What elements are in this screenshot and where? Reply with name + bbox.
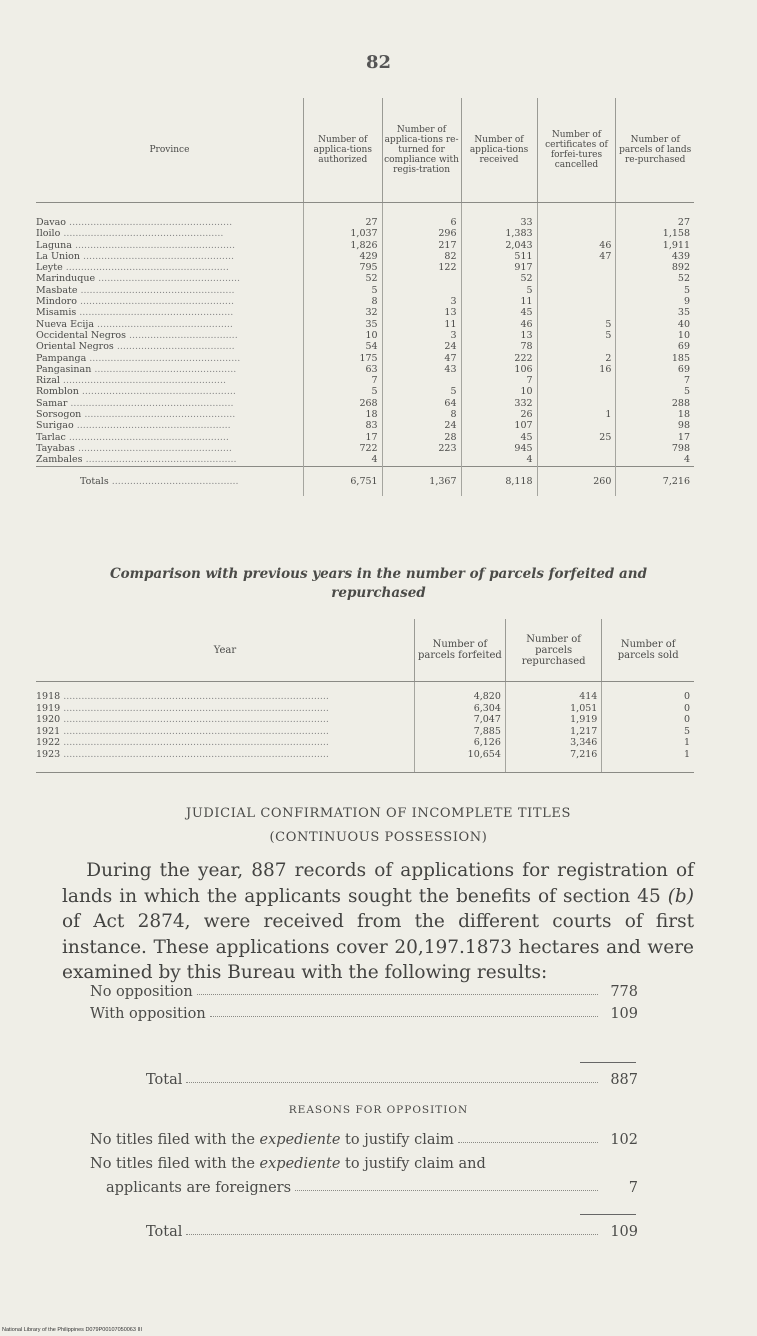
totals-returned: 1,367 <box>382 466 461 496</box>
cell-cancelled <box>537 341 616 352</box>
column-header-province: Province <box>36 98 303 203</box>
cell-cancelled: 5 <box>537 330 616 341</box>
table-row <box>36 714 694 726</box>
cell-returned: 223 <box>382 443 461 454</box>
cell-authorized: 722 <box>303 443 382 454</box>
totals-received: 8,118 <box>461 466 537 496</box>
cell-cancelled <box>537 420 616 431</box>
cell-repurchased: 7,216 <box>505 749 601 773</box>
result-label: No opposition <box>90 984 193 1000</box>
cell-repurchased: 1,051 <box>505 703 601 715</box>
totals-row <box>36 466 694 496</box>
cell-authorized: 175 <box>303 353 382 364</box>
result-value: 887 <box>610 1072 638 1088</box>
reason-label: Total <box>146 1224 183 1240</box>
cell-authorized: 17 <box>303 432 382 443</box>
cell-received: 26 <box>461 409 537 420</box>
table-row <box>36 682 694 703</box>
cell-forfeited: 10,654 <box>414 749 505 773</box>
cell-province: Nueva Ecija ............................................. <box>36 318 233 330</box>
cell-province: Laguna ..................................................... <box>36 239 236 251</box>
table-row <box>36 409 694 420</box>
result-total <box>146 1072 638 1088</box>
cell-cancelled <box>537 386 616 397</box>
cell-repurchased: 3,346 <box>505 737 601 749</box>
cell-year: 1922 ........................................................................................ <box>36 737 329 748</box>
cell-returned <box>382 375 461 386</box>
cell-province: Zambales .................................................. <box>36 454 237 466</box>
cell-cancelled <box>537 443 616 454</box>
cell-province: Rizal ...................................................... <box>36 375 226 387</box>
cell-returned: 64 <box>382 398 461 409</box>
cell-returned: 5 <box>382 386 461 397</box>
cell-returned: 8 <box>382 409 461 420</box>
cell-cancelled <box>537 228 616 239</box>
cell-cancelled <box>537 454 616 466</box>
column-header-repurchased: Number of parcels repurchased <box>505 619 601 682</box>
cell-returned: 296 <box>382 228 461 239</box>
cell-province: Marinduque ............................................... <box>36 273 241 285</box>
cell-cancelled <box>537 375 616 386</box>
cell-received: 222 <box>461 353 537 364</box>
cell-forfeited: 7,047 <box>414 714 505 726</box>
cell-returned: 43 <box>382 364 461 375</box>
cell-received: 107 <box>461 420 537 431</box>
reason-label: applicants are foreigners <box>106 1180 292 1196</box>
cell-returned: 13 <box>382 307 461 318</box>
cell-repurchased: 414 <box>505 682 601 703</box>
cell-sold: 0 <box>602 703 694 715</box>
table-row <box>36 749 694 773</box>
cell-province: Mindoro ................................................... <box>36 296 234 308</box>
result-value: 778 <box>610 984 638 1000</box>
totals-repurchased: 7,216 <box>616 466 694 496</box>
cell-authorized: 429 <box>303 251 382 262</box>
column-header-year: Year <box>36 619 414 682</box>
cell-province: Misamis ................................................... <box>36 307 234 319</box>
cell-authorized: 5 <box>303 285 382 296</box>
cell-cancelled <box>537 398 616 409</box>
comparison-caption: Comparison with previous years in the number of parcels forfeited and repurchased <box>109 566 648 601</box>
table-row <box>36 273 694 284</box>
cell-authorized: 27 <box>303 203 382 229</box>
table-row <box>36 228 694 239</box>
cell-repurchased: 10 <box>616 330 694 341</box>
column-header-sold: Number of parcels sold <box>602 619 694 682</box>
cell-returned: 28 <box>382 432 461 443</box>
cell-province: Tayabas ................................................... <box>36 442 232 454</box>
cell-returned: 24 <box>382 341 461 352</box>
cell-province: Masbate ................................................... <box>36 284 235 296</box>
result-label: Total <box>146 1072 183 1088</box>
cell-received: 11 <box>461 296 537 307</box>
table-row <box>36 454 694 466</box>
table-row <box>36 443 694 454</box>
cell-received: 13 <box>461 330 537 341</box>
cell-repurchased: 52 <box>616 273 694 284</box>
cell-province: Pampanga .................................................. <box>36 352 241 364</box>
cell-repurchased: 1,158 <box>616 228 694 239</box>
cell-returned: 3 <box>382 330 461 341</box>
table-row <box>36 240 694 251</box>
cell-authorized: 5 <box>303 386 382 397</box>
cell-received: 78 <box>461 341 537 352</box>
table-row <box>36 432 694 443</box>
reason-value: 102 <box>610 1132 638 1148</box>
cell-repurchased: 40 <box>616 319 694 330</box>
sum-rule <box>580 1062 636 1063</box>
cell-received: 106 <box>461 364 537 375</box>
cell-authorized: 54 <box>303 341 382 352</box>
section-subtitle: (CONTINUOUS POSSESSION) <box>269 830 488 845</box>
table-header-row <box>36 619 694 682</box>
cell-returned <box>382 285 461 296</box>
cell-province: Leyte ...................................................... <box>36 262 229 274</box>
cell-authorized: 1,826 <box>303 240 382 251</box>
cell-received: 1,383 <box>461 228 537 239</box>
cell-repurchased: 69 <box>616 364 694 375</box>
cell-authorized: 7 <box>303 375 382 386</box>
cell-sold: 1 <box>602 737 694 749</box>
section-paragraph <box>62 858 694 986</box>
cell-cancelled: 2 <box>537 353 616 364</box>
totals-authorized: 6,751 <box>303 466 382 496</box>
table-row <box>36 420 694 431</box>
cell-province: Romblon ................................................... <box>36 386 236 398</box>
cell-received: 2,043 <box>461 240 537 251</box>
cell-sold: 5 <box>602 726 694 738</box>
paragraph-text-a: During the year, 887 records of applications for registration of lands in which the applicants sought the benefits of section 45 <box>62 860 694 907</box>
cell-year: 1921 ........................................................................................ <box>36 725 329 737</box>
table-row <box>36 262 694 273</box>
cell-received: 45 <box>461 432 537 443</box>
column-header-received: Number of applica-tions received <box>461 98 537 203</box>
cell-year: 1918 ........................................................................................ <box>36 691 329 702</box>
cell-repurchased: 1,911 <box>616 240 694 251</box>
totals-province: Totals .......................................... <box>36 466 303 496</box>
cell-repurchased: 18 <box>616 409 694 420</box>
cell-forfeited: 7,885 <box>414 726 505 738</box>
cell-province: Surigao ................................................... <box>36 420 231 432</box>
table-row <box>36 341 694 352</box>
reason-label: No titles filed with the expediente to justify claim and <box>90 1156 486 1172</box>
cell-repurchased: 27 <box>616 203 694 229</box>
table-row <box>36 330 694 341</box>
cell-repurchased: 439 <box>616 251 694 262</box>
cell-authorized: 35 <box>303 319 382 330</box>
cell-forfeited: 6,304 <box>414 703 505 715</box>
cell-repurchased: 1,217 <box>505 726 601 738</box>
cell-cancelled: 47 <box>537 251 616 262</box>
table-header-row <box>36 98 694 203</box>
table-row <box>36 251 694 262</box>
totals-cancelled: 260 <box>537 466 616 496</box>
cell-received: 4 <box>461 454 537 466</box>
cell-cancelled: 46 <box>537 240 616 251</box>
cell-authorized: 1,037 <box>303 228 382 239</box>
cell-authorized: 18 <box>303 409 382 420</box>
cell-repurchased: 69 <box>616 341 694 352</box>
cell-cancelled: 16 <box>537 364 616 375</box>
cell-year: 1920 ........................................................................................ <box>36 714 329 725</box>
cell-repurchased: 1,919 <box>505 714 601 726</box>
result-no-opposition <box>90 984 638 1000</box>
reasons-heading: REASONS FOR OPPOSITION <box>288 1104 469 1116</box>
cell-repurchased: 185 <box>616 353 694 364</box>
cell-returned: 82 <box>382 251 461 262</box>
cell-authorized: 795 <box>303 262 382 273</box>
cell-repurchased: 7 <box>616 375 694 386</box>
cell-received: 46 <box>461 319 537 330</box>
reasons-total <box>146 1224 638 1240</box>
table-row <box>36 307 694 318</box>
cell-returned: 217 <box>382 240 461 251</box>
cell-received: 945 <box>461 443 537 454</box>
cell-province: Davao ...................................................... <box>36 217 233 228</box>
cell-returned: 3 <box>382 296 461 307</box>
result-value: 109 <box>610 1006 638 1022</box>
reason-value: 109 <box>610 1224 638 1240</box>
table-row <box>36 737 694 749</box>
cell-received: 7 <box>461 375 537 386</box>
cell-sold: 0 <box>602 682 694 703</box>
cell-received: 5 <box>461 285 537 296</box>
cell-cancelled: 5 <box>537 319 616 330</box>
cell-cancelled <box>537 203 616 229</box>
column-header-repurchased: Number of parcels of lands re-purchased <box>616 98 694 203</box>
land-repurchase-table <box>36 98 694 496</box>
cell-repurchased: 892 <box>616 262 694 273</box>
cell-authorized: 10 <box>303 330 382 341</box>
cell-authorized: 4 <box>303 454 382 466</box>
cell-forfeited: 4,820 <box>414 682 505 703</box>
table-row <box>36 375 694 386</box>
cell-province: Oriental Negros ....................................... <box>36 341 235 353</box>
cell-returned: 6 <box>382 203 461 229</box>
cell-forfeited: 6,126 <box>414 737 505 749</box>
reason-2-line2 <box>106 1180 638 1196</box>
yearly-comparison-table <box>36 619 694 773</box>
cell-province: Pangasinan ............................................... <box>36 363 237 375</box>
reason-value: 7 <box>628 1180 638 1196</box>
cell-sold: 0 <box>602 714 694 726</box>
cell-cancelled <box>537 296 616 307</box>
cell-repurchased: 17 <box>616 432 694 443</box>
cell-cancelled: 1 <box>537 409 616 420</box>
cell-sold: 1 <box>602 749 694 773</box>
cell-repurchased: 288 <box>616 398 694 409</box>
cell-cancelled <box>537 262 616 273</box>
cell-returned: 24 <box>382 420 461 431</box>
cell-province: La Union .................................................. <box>36 250 235 262</box>
table-row <box>36 319 694 330</box>
cell-province: Iloilo ..................................................... <box>36 228 224 240</box>
section-title: JUDICIAL CONFIRMATION OF INCOMPLETE TITLES <box>186 806 571 821</box>
table-row <box>36 203 694 229</box>
cell-province: Occidental Negros .................................... <box>36 329 238 341</box>
cell-province: Sorsogon .................................................. <box>36 409 236 421</box>
cell-received: 45 <box>461 307 537 318</box>
cell-received: 10 <box>461 386 537 397</box>
cell-received: 511 <box>461 251 537 262</box>
column-header-returned: Number of applica-tions re-turned for compliance with regis-tration <box>382 98 461 203</box>
archive-footer: National Library of the Philippines D079P00107050063 III <box>2 1327 143 1333</box>
table-row <box>36 703 694 715</box>
cell-cancelled: 25 <box>537 432 616 443</box>
cell-received: 52 <box>461 273 537 284</box>
cell-cancelled <box>537 307 616 318</box>
table-row <box>36 353 694 364</box>
cell-returned <box>382 454 461 466</box>
result-label: With opposition <box>90 1006 206 1022</box>
cell-authorized: 52 <box>303 273 382 284</box>
cell-repurchased: 5 <box>616 285 694 296</box>
cell-returned: 122 <box>382 262 461 273</box>
cell-returned <box>382 273 461 284</box>
cell-received: 33 <box>461 203 537 229</box>
cell-authorized: 268 <box>303 398 382 409</box>
column-header-authorized: Number of applica-tions authorized <box>303 98 382 203</box>
cell-cancelled <box>537 273 616 284</box>
cell-authorized: 63 <box>303 364 382 375</box>
sum-rule <box>580 1214 636 1215</box>
table-row <box>36 285 694 296</box>
column-header-cancelled: Number of certificates of forfei-tures cancelled <box>537 98 616 203</box>
cell-authorized: 83 <box>303 420 382 431</box>
table-row <box>36 386 694 397</box>
table-row <box>36 364 694 375</box>
table-row <box>36 726 694 738</box>
cell-year: 1919 ........................................................................................ <box>36 702 329 714</box>
page-number: 82 <box>365 52 392 73</box>
cell-repurchased: 35 <box>616 307 694 318</box>
cell-received: 332 <box>461 398 537 409</box>
cell-returned: 11 <box>382 319 461 330</box>
reason-label: No titles filed with the expediente to justify claim <box>90 1132 454 1148</box>
cell-repurchased: 4 <box>616 454 694 466</box>
cell-province: Tarlac ..................................................... <box>36 431 229 443</box>
cell-authorized: 8 <box>303 296 382 307</box>
result-with-opposition <box>90 1006 638 1022</box>
paragraph-text-c: of Act 2874, were received from the different courts of first instance. These applications cover 20,197.1873 hectares and were examined by this Bureau with the following results: <box>62 911 694 983</box>
column-header-forfeited: Number of parcels forfeited <box>414 619 505 682</box>
cell-repurchased: 798 <box>616 443 694 454</box>
cell-received: 917 <box>461 262 537 273</box>
table-row <box>36 296 694 307</box>
cell-repurchased: 5 <box>616 386 694 397</box>
cell-returned: 47 <box>382 353 461 364</box>
reason-2-line1 <box>90 1156 638 1172</box>
cell-cancelled <box>537 285 616 296</box>
table-row <box>36 398 694 409</box>
cell-province: Samar ...................................................... <box>36 397 234 409</box>
paragraph-text-b: (b) <box>667 885 694 907</box>
cell-authorized: 32 <box>303 307 382 318</box>
reason-1 <box>90 1132 638 1148</box>
cell-year: 1923 ........................................................................................ <box>36 749 414 773</box>
cell-repurchased: 9 <box>616 296 694 307</box>
cell-repurchased: 98 <box>616 420 694 431</box>
